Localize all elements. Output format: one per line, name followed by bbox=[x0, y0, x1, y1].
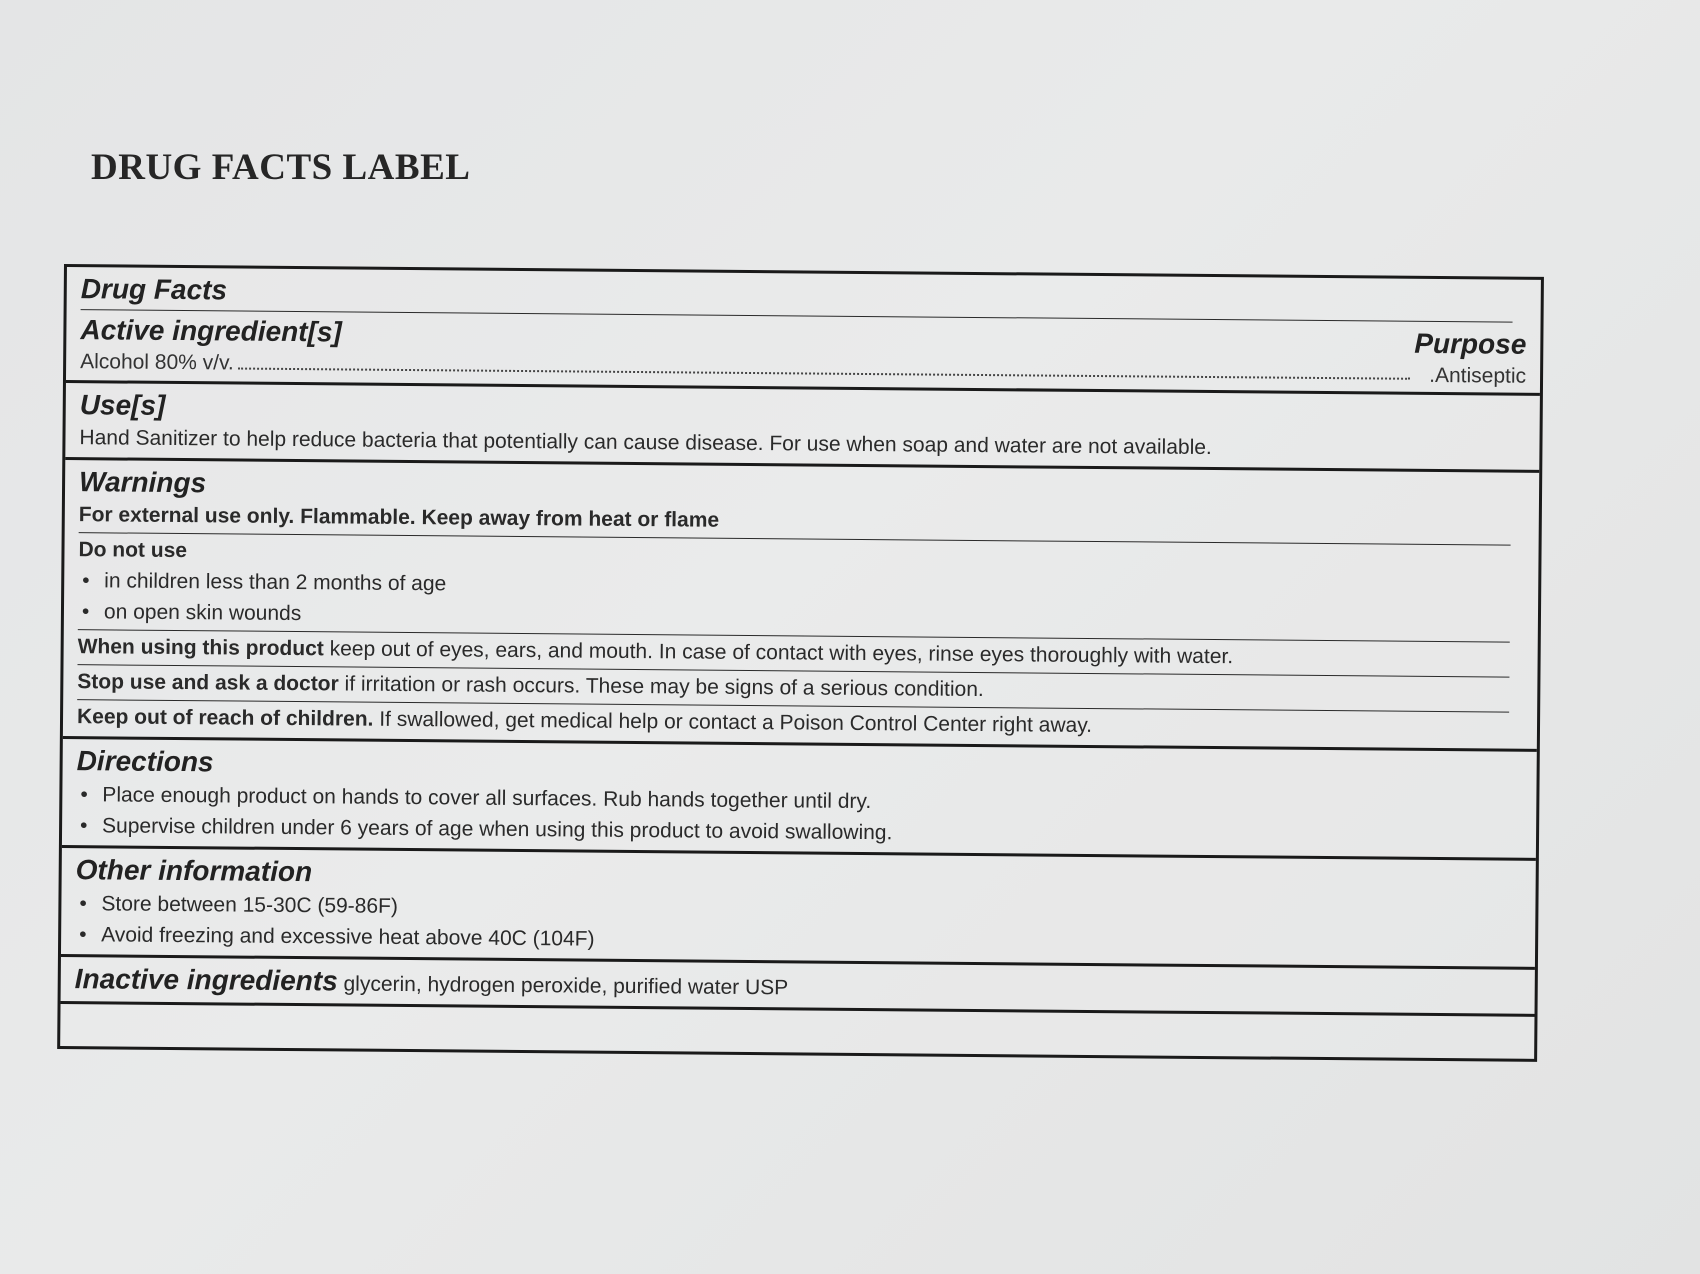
bullet-icon: • bbox=[81, 600, 90, 624]
purpose-column bbox=[1414, 328, 1527, 389]
direction-item: Supervise children under 6 years of age when using this product to avoid swallowing. bbox=[101, 814, 893, 845]
inactive-ingredients-row bbox=[75, 961, 1521, 1010]
active-ingredient-heading: Active ingredient[s] bbox=[80, 314, 342, 348]
inactive-ingredients-heading: Inactive ingredients bbox=[74, 963, 338, 997]
purpose-value: .Antiseptic bbox=[1429, 363, 1527, 388]
uses-text: Hand Sanitizer to help reduce bacteria that potentially can cause disease. For use when soap and water are not available. bbox=[79, 426, 1212, 460]
ingredient-name: Alcohol 80% v/v. bbox=[80, 350, 234, 375]
warnings-section bbox=[63, 460, 1539, 752]
drug-facts-panel bbox=[57, 264, 1544, 1062]
directions-section bbox=[62, 739, 1537, 861]
other-information-section bbox=[61, 848, 1536, 970]
bullet-icon: • bbox=[80, 783, 88, 807]
when-using-label: When using this product bbox=[77, 635, 324, 661]
warnings-heading: Warnings bbox=[78, 466, 207, 499]
other-info-item: Store between 15-30C (59-86F) bbox=[101, 892, 399, 918]
do-not-use-list bbox=[78, 565, 1524, 640]
bullet-icon: • bbox=[79, 814, 88, 838]
other-info-item: Avoid freezing and excessive heat above 40C (104F) bbox=[101, 923, 595, 951]
do-not-use-heading: Do not use bbox=[78, 538, 188, 563]
active-ingredient-left bbox=[80, 312, 1414, 388]
active-ingredient-section bbox=[66, 267, 1541, 396]
directions-heading: Directions bbox=[76, 745, 214, 778]
stop-use-text: if irritation or rash occurs. These may be signs of a serious condition. bbox=[338, 672, 984, 702]
direction-item: Place enough product on hands to cover all surfaces. Rub hands together until dry. bbox=[102, 783, 872, 814]
active-ingredient-block bbox=[80, 312, 1527, 389]
external-use-warning: For external use only. Flammable. Keep away from heat or flame bbox=[78, 503, 720, 532]
when-using-text: keep out of eyes, ears, and mouth. In case of contact with eyes, rinse eyes thoroughly with water. bbox=[323, 637, 1234, 669]
other-information-heading: Other information bbox=[75, 854, 313, 888]
bullet-icon: • bbox=[79, 923, 87, 947]
inactive-ingredients-text: glycerin, hydrogen peroxide, purified water USP bbox=[337, 972, 789, 1000]
keep-out-warning bbox=[77, 702, 1523, 745]
page-title: DRUG FACTS LABEL bbox=[91, 147, 471, 188]
stop-use-label: Stop use and ask a doctor bbox=[77, 670, 339, 696]
purpose-heading: Purpose bbox=[1414, 327, 1527, 360]
uses-section bbox=[65, 383, 1540, 473]
do-not-use-item: in children less than 2 months of age bbox=[104, 569, 447, 596]
keep-out-label: Keep out of reach of children. bbox=[76, 705, 374, 731]
other-information-list bbox=[75, 888, 1521, 963]
do-not-use-item: on open skin wounds bbox=[103, 600, 302, 626]
directions-list bbox=[76, 779, 1522, 854]
dot-leader bbox=[238, 367, 1410, 380]
keep-out-text: If swallowed, get medical help or contact a Poison Control Center right away. bbox=[373, 707, 1093, 737]
drug-facts-title: Drug Facts bbox=[80, 273, 228, 306]
bullet-icon: • bbox=[79, 892, 87, 916]
bullet-icon: • bbox=[82, 569, 90, 593]
uses-heading: Use[s] bbox=[79, 389, 166, 421]
